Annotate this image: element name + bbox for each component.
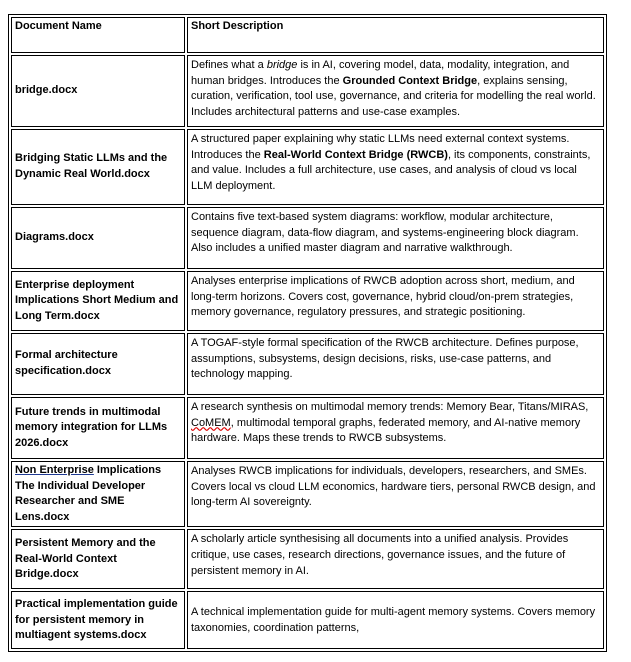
document-name: Diagrams.docx — [11, 207, 185, 269]
table-row — [11, 55, 604, 127]
underlined-text[interactable]: Non Enterprise — [15, 464, 94, 476]
document-name: Non Enterprise Implications The Individual Developer Researcher and SME Lens.docx — [11, 461, 185, 527]
document-description: A structured paper explaining why static LLMs need external context systems. Introduces the Real-World Context Bridge (RWCB), its components, constraints, and value. Includes a full architecture, use cases, and analysis of cloud vs local LLM deployment. — [187, 129, 604, 205]
table-row — [11, 271, 604, 331]
document-description: Analyses enterprise implications of RWCB adoption across short, medium, and long-term horizons. Covers cost, governance, hybrid cloud/on-prem strategies, memory governance, regulatory pressures, and strategic positioning. — [187, 271, 604, 331]
document-name: Future trends in multimodal memory integration for LLMs 2026.docx — [11, 397, 185, 459]
header-short-description: Short Description — [187, 17, 604, 53]
table-row — [11, 207, 604, 269]
document-name: Enterprise deployment Implications Short Medium and Long Term.docx — [11, 271, 185, 331]
document-description: A scholarly article synthesising all documents into a unified analysis. Provides critique, use cases, research directions, governance issues, and the future of persistent memory in AI. — [187, 529, 604, 589]
document-description: Contains five text-based system diagrams: workflow, modular architecture, sequence diagram, data-flow diagram, and systems-engineering block diagram. Also includes a unified master diagram and narrative walkthrough. — [187, 207, 604, 269]
document-name: Bridging Static LLMs and the Dynamic Real World.docx — [11, 129, 185, 205]
document-description: A TOGAF-style formal specification of the RWCB architecture. Defines purpose, assumptions, subsystems, design decisions, risks, use-case patterns, and technology mapping. — [187, 333, 604, 395]
table-row — [11, 591, 604, 649]
table-header-row — [11, 17, 604, 53]
document-table — [8, 14, 607, 652]
table-row — [11, 529, 604, 589]
document-description: A research synthesis on multimodal memory trends: Memory Bear, Titans/MIRAS, CoMEM, multimodal temporal graphs, federated memory, and AI-native memory hardware. Maps these trends to RWCB subsystems. — [187, 397, 604, 459]
document-description: Defines what a bridge is in AI, covering model, data, modality, integration, and human bridges. Introduces the Grounded Context Bridge, explains sensing, curation, verification, tool use, governance, and criteria for modelling the real world. Includes architectural patterns and use-case examples. — [187, 55, 604, 127]
header-document-name: Document Name — [11, 17, 185, 53]
document-name: Practical implementation guide for persistent memory in multiagent systems.docx — [11, 591, 185, 649]
spellcheck-flagged-word[interactable]: CoMEM — [191, 416, 231, 429]
document-description: A technical implementation guide for multi-agent memory systems. Covers memory taxonomies, coordination patterns, — [187, 591, 604, 649]
document-name: bridge.docx — [11, 55, 185, 127]
document-name: Persistent Memory and the Real-World Context Bridge.docx — [11, 529, 185, 589]
document-name: Formal architecture specification.docx — [11, 333, 185, 395]
table-row — [11, 397, 604, 459]
table-row — [11, 461, 604, 527]
table-row — [11, 129, 604, 205]
table-row — [11, 333, 604, 395]
document-description: Analyses RWCB implications for individuals, developers, researchers, and SMEs. Covers local vs cloud LLM economics, hardware tiers, personal RWCB design, and long-term AI sovereignty. — [187, 461, 604, 527]
